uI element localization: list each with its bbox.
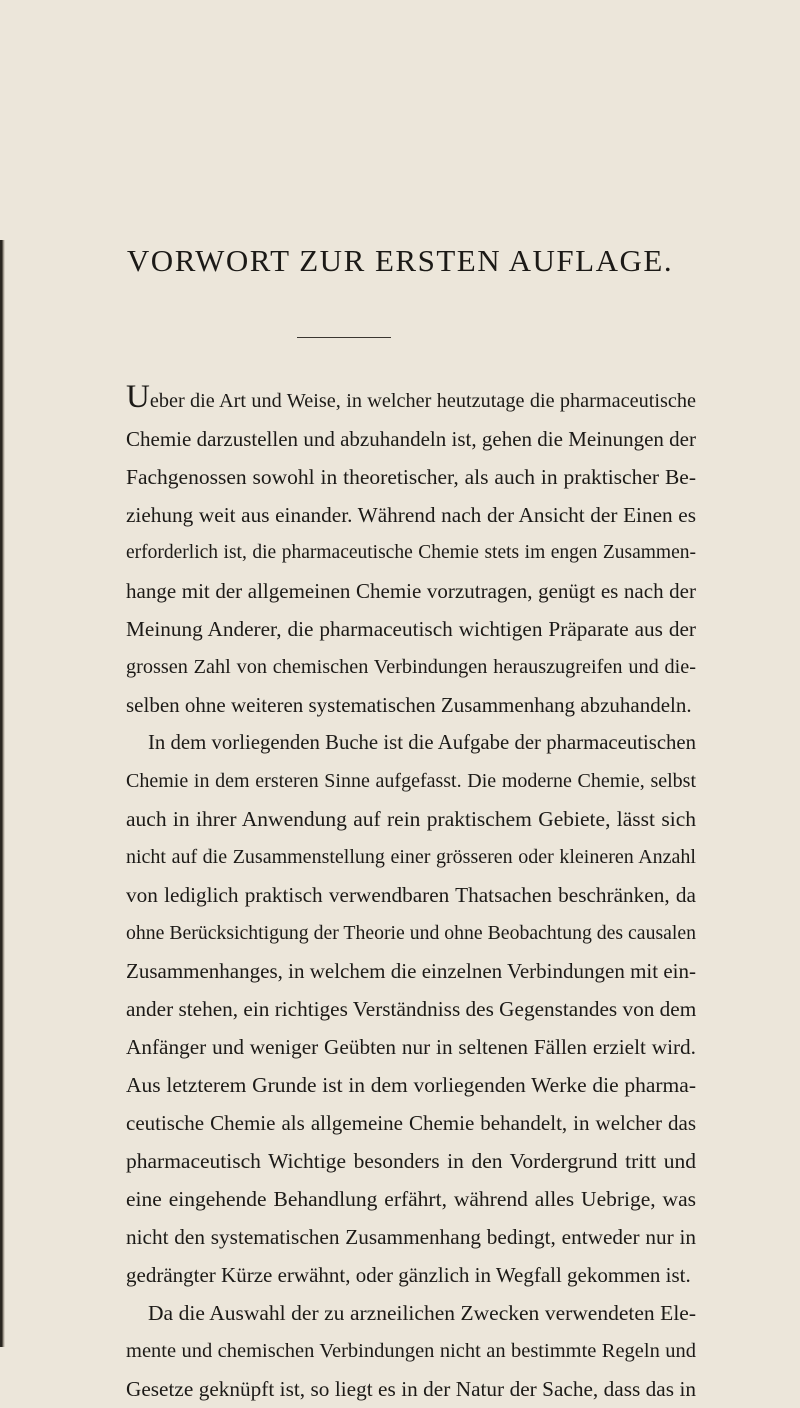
text-line-content: ohne Berücksichtigung der Theorie und ohne Beobachtung des causalen bbox=[126, 922, 697, 944]
text-line-content: pharmaceutisch Wichtige besonders in den Vordergrund tritt und bbox=[126, 1149, 696, 1173]
text-line-content: Meinung Anderer, die pharmaceutisch wichtigen Präparate aus der bbox=[126, 617, 696, 641]
text-line-content: Da die Auswahl der zu arzneilichen Zwecken verwendeten Ele- bbox=[148, 1301, 696, 1325]
text-line bbox=[126, 914, 696, 952]
text-line-content: nicht den systematischen Zusammenhang bedingt, entweder nur in bbox=[126, 1225, 696, 1249]
body-text bbox=[126, 379, 697, 1408]
text-line bbox=[126, 686, 696, 724]
text-line-content: ziehung weit aus einander. Während nach der Ansicht der Einen es bbox=[126, 503, 696, 527]
text-line bbox=[126, 762, 696, 800]
text-line bbox=[126, 1218, 696, 1256]
text-line-content: Zusammenhanges, in welchem die einzelnen Verbindungen mit ein- bbox=[126, 959, 696, 983]
heading-divider bbox=[297, 337, 391, 338]
text-line-content: auch in ihrer Anwendung auf rein praktischem Gebiete, lässt sich bbox=[126, 807, 696, 831]
text-line-content: von lediglich praktisch verwendbaren Thatsachen beschränken, da bbox=[126, 883, 696, 907]
text-line bbox=[126, 800, 696, 838]
page-binding-edge bbox=[0, 240, 5, 1347]
text-line bbox=[126, 534, 696, 572]
page-heading: VORWORT ZUR ERSTEN AUFLAGE. bbox=[126, 243, 674, 278]
text-line-content: nicht auf die Zusammenstellung einer grösseren oder kleineren Anzahl bbox=[126, 846, 696, 868]
text-line-content: grossen Zahl von chemischen Verbindungen herauszugreifen und die- bbox=[126, 656, 696, 678]
text-line-content: eine eingehende Behandlung erfährt, während alles Uebrige, was bbox=[126, 1187, 696, 1211]
text-line-content: Chemie darzustellen und abzuhandeln ist, gehen die Meinungen der bbox=[126, 427, 696, 451]
text-line bbox=[126, 1294, 696, 1332]
text-line bbox=[126, 1370, 696, 1408]
text-line bbox=[126, 1028, 696, 1066]
text-line bbox=[126, 990, 696, 1028]
text-line-content: erforderlich ist, die pharmaceutische Chemie stets im engen Zusammen- bbox=[126, 542, 696, 563]
text-line-content: ander stehen, ein richtiges Verständniss des Gegenstandes von dem bbox=[126, 997, 697, 1021]
text-line bbox=[126, 572, 696, 610]
text-line bbox=[126, 379, 696, 420]
text-line-content: mente und chemischen Verbindungen nicht an bestimmte Regeln und bbox=[126, 1340, 696, 1362]
text-line-content: Fachgenossen sowohl in theoretischer, als auch in praktischer Be- bbox=[126, 465, 696, 489]
text-line bbox=[126, 1066, 696, 1104]
text-line bbox=[126, 1142, 696, 1180]
text-line bbox=[126, 610, 696, 648]
text-line-content: In dem vorliegenden Buche ist die Aufgabe der pharmaceutischen bbox=[148, 732, 696, 754]
text-line bbox=[126, 876, 696, 914]
text-line-content: Aus letzterem Grunde ist in dem vorliegenden Werke die pharma- bbox=[126, 1073, 696, 1097]
text-line bbox=[126, 458, 696, 496]
text-line bbox=[126, 952, 696, 990]
text-line-content: Anfänger und weniger Geübten nur in seltenen Fällen erzielt wird. bbox=[126, 1035, 696, 1059]
drop-cap: U bbox=[126, 379, 150, 415]
text-line-content: Chemie in dem ersteren Sinne aufgefasst. Die moderne Chemie, selbst bbox=[126, 770, 696, 792]
text-line bbox=[126, 1332, 696, 1370]
text-line-content: hange mit der allgemeinen Chemie vorzutragen, genügt es nach der bbox=[126, 579, 696, 603]
text-line bbox=[126, 838, 696, 876]
text-line-content: eber die Art und Weise, in welcher heutzutage die pharmaceutische bbox=[149, 390, 696, 412]
text-line bbox=[126, 1104, 696, 1142]
text-line-content: gedrängter Kürze erwähnt, oder gänzlich in Wegfall gekommen ist. bbox=[126, 1263, 691, 1287]
text-line bbox=[126, 1180, 696, 1218]
text-line bbox=[126, 1256, 696, 1294]
text-line bbox=[126, 648, 696, 686]
text-line-content: Gesetze geknüpft ist, so liegt es in der Natur der Sache, dass das in bbox=[126, 1377, 696, 1401]
text-line bbox=[126, 724, 696, 762]
text-line-content: ceutische Chemie als allgemeine Chemie behandelt, in welcher das bbox=[126, 1111, 696, 1135]
text-line bbox=[126, 420, 696, 458]
text-line-content: selben ohne weiteren systematischen Zusammenhang abzuhandeln. bbox=[126, 693, 692, 717]
text-line bbox=[126, 496, 696, 534]
